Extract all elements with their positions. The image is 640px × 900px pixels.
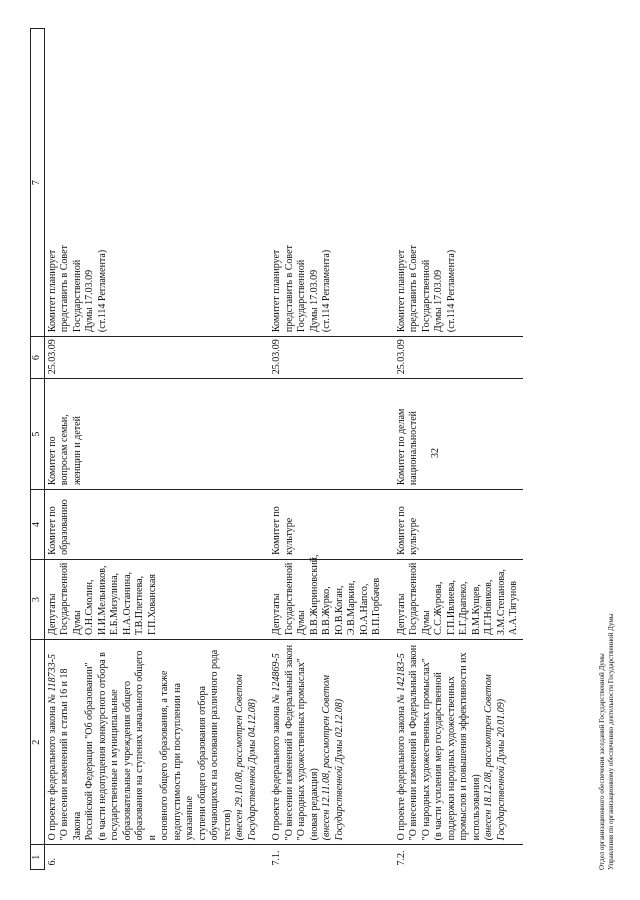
bill-title-line: "О внесении изменений в Федеральный закон [283, 644, 295, 841]
bill-number: № 142183-5 [395, 653, 407, 704]
column-header: 3 [31, 559, 45, 639]
table-body [44, 29, 523, 870]
agenda-table [30, 28, 523, 870]
bill-title-prefix: О проекте федерального закона [271, 703, 282, 841]
bill-title-line: "О народных художественных промыслах" [420, 658, 432, 841]
co-committee-line: Комитет по делам [395, 408, 407, 486]
author-line: Думы [296, 610, 307, 635]
bill-title-line: государственные и муниципальные [109, 689, 120, 841]
author-line: Е.Г.Драпеко, [458, 581, 469, 635]
bill-intro-line: (внесен 29.10.08, рассмотрен Советом [234, 674, 245, 841]
note-line: Комитет планирует [395, 249, 407, 333]
committee-line: культуре [408, 517, 419, 555]
author-line: В.В.Журко, [321, 586, 332, 635]
bill-title-line: (в части недопущения конкурсного отбора в [96, 652, 108, 841]
note-cell [394, 29, 523, 337]
date-cell [394, 337, 523, 379]
item-number: 7.1. [271, 850, 282, 866]
bill-intro-line: (внесен 12.11.08, рассмотрен Советом [321, 674, 332, 841]
bill-title-line: недопустимость при поступлении на указанные [171, 683, 195, 841]
bill-intro-line: Государственной Думы 04.12.08) [246, 698, 258, 841]
gap-cell [261, 845, 269, 870]
item-number-cell [394, 845, 523, 870]
column-header: 6 [31, 337, 45, 379]
item-number-cell [44, 845, 261, 870]
bill-title-line: "О народных художественных промыслах" [296, 658, 307, 841]
author-line: Н.А.Останина, [121, 571, 133, 635]
bill-title-line: промыслов и повышения эффективности их [458, 652, 469, 841]
bill-title-line: основного общего образования, а также [159, 670, 170, 841]
committee-line: Комитет по [395, 506, 407, 555]
author-line: Государственной [408, 562, 419, 635]
note-line: (ст.114 Регламента) [321, 249, 332, 333]
row-gap [261, 29, 269, 870]
table-row [394, 29, 523, 870]
author-line: З.М.Степанова, [495, 569, 507, 635]
footer-line: Отдел организационного обеспечения заседаний Государственной Думы [598, 653, 606, 870]
note-line: (ст.114 Регламента) [445, 249, 457, 333]
date-value: 25.03.09 [46, 339, 58, 375]
author-line: В.В.Жириновский, [308, 554, 320, 635]
gap-cell [261, 29, 269, 337]
co-committee-line: национальностей [408, 410, 419, 486]
co-committee-line: вопросам семьи, [59, 414, 70, 486]
author-line: Государственной [283, 562, 295, 635]
bill-number: № 124869-5 [271, 653, 282, 704]
bill-title-line: (новая редакция) [308, 768, 320, 841]
date-cell [44, 337, 261, 379]
committee-line: Комитет по [271, 506, 282, 555]
note-line: Государственной [296, 259, 307, 333]
gap-cell [386, 559, 394, 639]
gap-cell [261, 490, 269, 560]
committee-cell [394, 490, 523, 560]
note-line: Государственной [420, 259, 432, 333]
column-header: 7 [31, 29, 45, 337]
author-line: Ю.В.Коган, [333, 585, 345, 635]
author-line: Г.П.Ивлиева, [445, 580, 457, 635]
bill-title-line: обучающихся на основании различного рода [209, 649, 220, 841]
bill-title-cell [394, 640, 523, 845]
author-line: Т.В.Плетнева, [134, 575, 145, 635]
gap-cell [261, 559, 269, 639]
note-line: Комитет планирует [46, 249, 58, 333]
table-row [269, 29, 386, 870]
bill-title-first-line [396, 644, 409, 840]
author-line: Г.П.Хованская [146, 573, 158, 635]
author-line: С.С.Журова, [433, 581, 444, 635]
authors-cell [44, 559, 261, 639]
row-gap [386, 29, 394, 870]
table-row [44, 29, 261, 870]
bill-title-line: ступени общего образования отбора [196, 686, 208, 841]
committee-cell [269, 490, 386, 560]
column-header: 1 [31, 845, 45, 870]
note-line: представить в Совет [59, 245, 70, 333]
author-line: Думы [71, 610, 83, 635]
author-line: Депутаты [395, 593, 407, 635]
bill-title-line: тестов) [221, 809, 233, 841]
note-line: Думы 17.03.09 [433, 269, 444, 333]
co-committee-cell [269, 379, 386, 490]
page-number: 32 [430, 448, 441, 458]
date-value: 25.03.09 [395, 339, 407, 375]
author-line: В.М.Кущев, [470, 584, 482, 635]
bill-title-line: (в части усиления мер государственной [433, 672, 444, 841]
committee-cell [44, 490, 261, 560]
gap-cell [386, 29, 394, 337]
column-header: 4 [31, 490, 45, 560]
note-line: Думы 17.03.09 [308, 269, 320, 333]
footer [598, 614, 616, 870]
note-line: представить в Совет [283, 245, 295, 333]
gap-cell [261, 379, 269, 490]
bill-intro-line: (внесен 18.12.08, рассмотрен Советом [483, 674, 494, 841]
author-line: Государственной [59, 562, 70, 635]
bill-intro-line: Государственной Думы 20.01.09) [495, 698, 507, 841]
co-committee-cell [44, 379, 261, 490]
author-line: И.И.Мельников, [96, 565, 108, 635]
gap-cell [386, 379, 394, 490]
item-number: 6. [46, 858, 58, 866]
gap-cell [261, 640, 269, 845]
note-line: Думы 17.03.09 [84, 269, 95, 333]
author-line: Е.Б.Мизулина, [109, 572, 120, 635]
note-line: представить в Совет [408, 245, 419, 333]
author-line: Э.В.Маркин, [346, 580, 357, 635]
committee-line: культуре [283, 517, 295, 555]
note-line: (ст.114 Регламента) [96, 249, 108, 333]
author-line: Депутаты [46, 593, 58, 635]
author-line: О.Н.Смолин, [84, 579, 95, 635]
footer-line: Управления по организационному обеспечению деятельности Государственной Думы [607, 613, 615, 870]
date-value: 25.03.09 [271, 339, 282, 375]
bill-title-line: образования на ступенях начального общего и [134, 650, 158, 841]
header-row [31, 29, 45, 870]
gap-cell [386, 640, 394, 845]
bill-title-line: использования) [470, 774, 482, 841]
gap-cell [386, 845, 394, 870]
co-committee-cell [394, 379, 523, 490]
note-cell [269, 29, 386, 337]
bill-title-line: образовательные учреждения общего [121, 681, 133, 841]
item-number-cell [269, 845, 386, 870]
gap-cell [386, 337, 394, 379]
bill-title-cell [269, 640, 386, 845]
note-line: Государственной [71, 259, 83, 333]
co-committee-line: Комитет по [46, 436, 58, 486]
bill-title-line: "О внесении изменений в Федеральный закон [408, 644, 419, 841]
author-line: Д.Г.Новиков, [483, 579, 494, 635]
author-line: А.А.Тягунов [508, 581, 519, 635]
author-line: Ю.А.Напсо, [358, 583, 370, 635]
gap-cell [386, 490, 394, 560]
bill-title-cell [44, 640, 261, 845]
committee-line: Комитет по [46, 506, 58, 555]
bill-title-first-line [271, 644, 284, 840]
bill-title-first-line [47, 644, 60, 840]
authors-cell [269, 554, 386, 639]
date-cell [269, 337, 386, 379]
note-line: Комитет планирует [271, 249, 282, 333]
co-committee-line: женщин и детей [71, 416, 83, 486]
column-header: 5 [31, 379, 45, 490]
author-line: Депутаты [271, 593, 282, 635]
item-number: 7.2. [395, 850, 407, 866]
bill-title-line: поддержки народных художественных [445, 676, 457, 841]
gap-cell [261, 337, 269, 379]
committee-line: образованию [59, 499, 70, 555]
bill-title-line: Российской Федерации "Об образовании" [84, 662, 95, 841]
author-line: В.П.Горбачев [371, 577, 382, 635]
column-header: 2 [31, 640, 45, 845]
note-cell [44, 29, 261, 337]
bill-number: № 118733-5 [46, 654, 58, 704]
bill-intro-line: Государственной Думы 02.12.08) [333, 698, 345, 841]
bill-title-line: "О внесении изменений в статьи 16 и 18 Закона [59, 668, 83, 841]
bill-title-prefix: О проекте федерального закона [395, 703, 407, 841]
bill-title-prefix: О проекте федерального закона [46, 703, 58, 841]
author-line: Думы [420, 610, 432, 635]
authors-cell [394, 559, 523, 639]
